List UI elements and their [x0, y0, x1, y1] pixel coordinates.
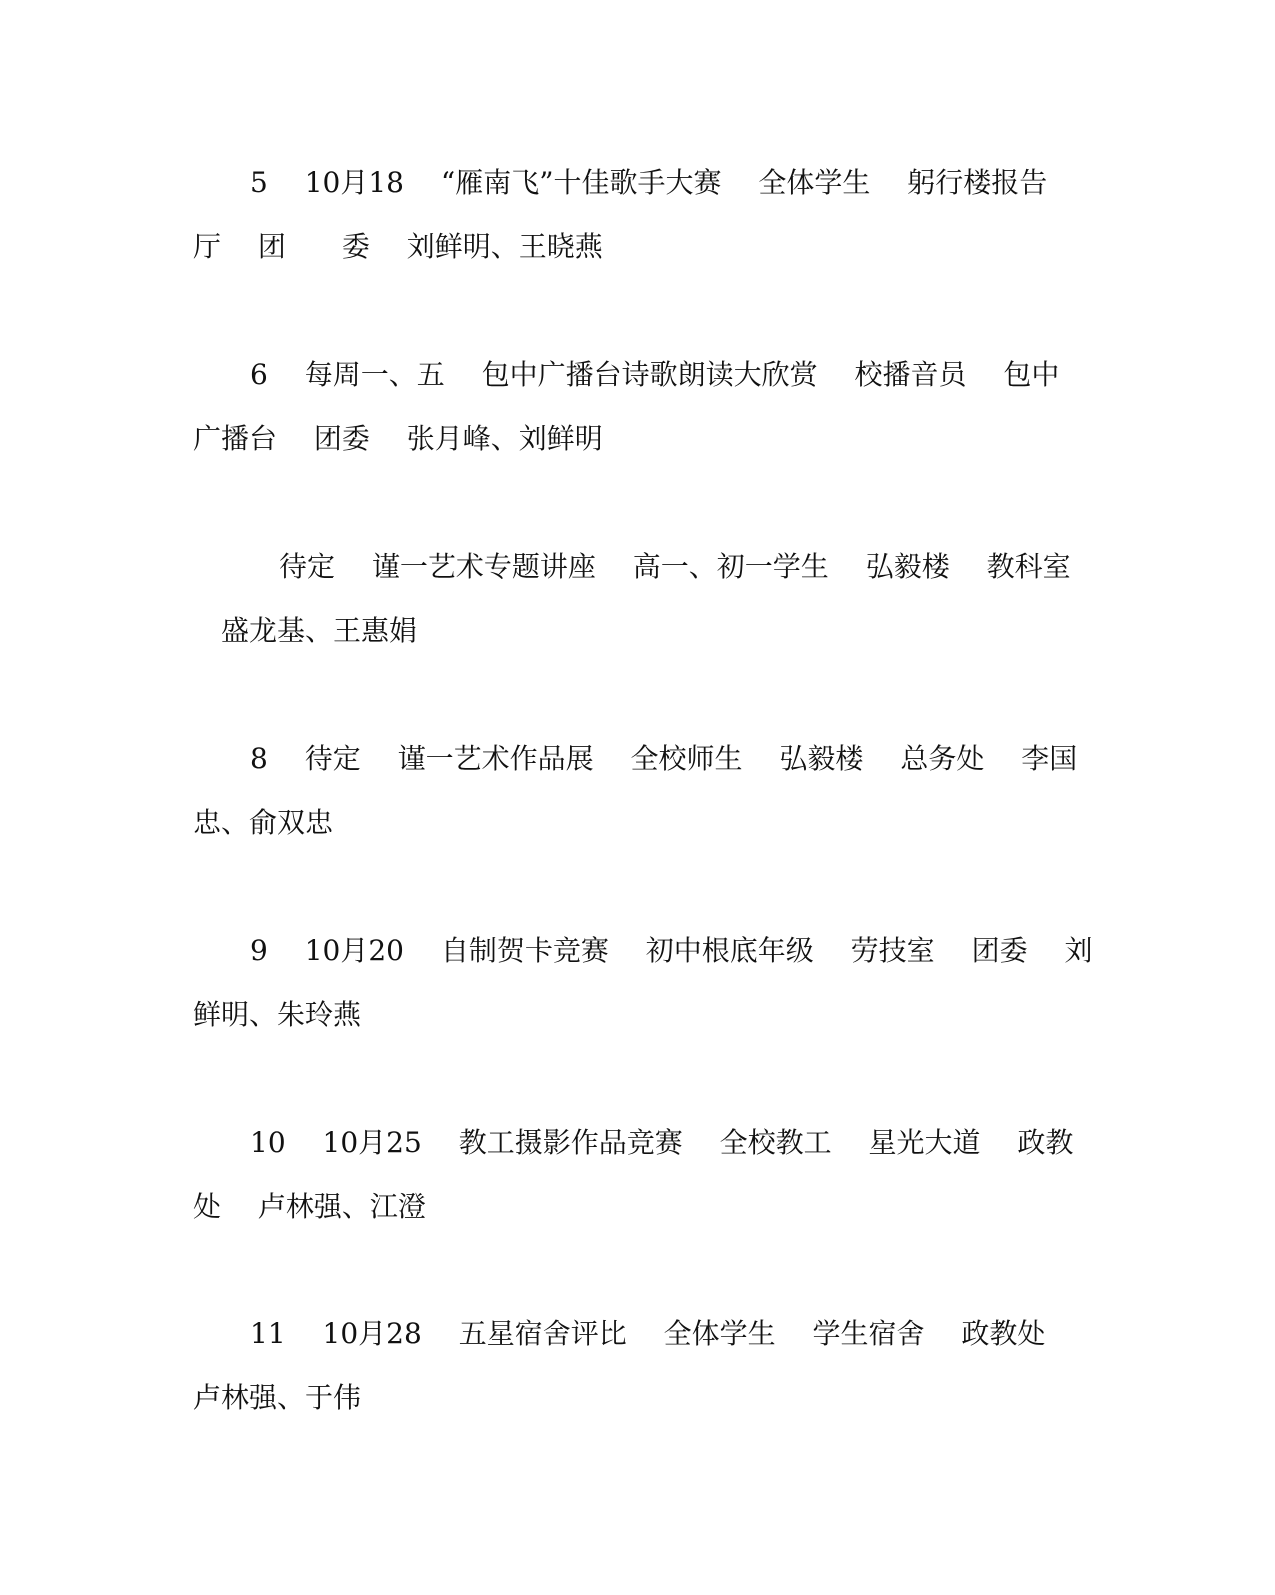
entry-line-1: 5 10月18 “雁南飞”十佳歌手大赛 全体学生 躬行楼报告	[250, 166, 1048, 199]
schedule-entry-6	[193, 357, 1063, 457]
entry-line-1: 8 待定 谨一艺术作品展 全校师生 弘毅楼 总务处 李国	[250, 742, 1078, 775]
entry-line-2: 盛龙基、王惠娟	[221, 614, 418, 647]
entry-line-1: 11 10月28 五星宿舍评比 全体学生 学生宿舍 政教处	[250, 1317, 1046, 1350]
entry-line-2: 忠、俞双忠	[193, 806, 334, 839]
entry-line-2: 处 卢林强、江澄	[193, 1190, 426, 1223]
schedule-entry-11	[193, 1316, 1063, 1416]
schedule-entry-10	[193, 1125, 1074, 1225]
schedule-entry-8	[193, 741, 1078, 841]
entry-line-2: 广播台 团委 张月峰、刘鲜明	[193, 422, 603, 455]
entry-line-1: 9 10月20 自制贺卡竞赛 初中根底年级 劳技室 团委 刘	[250, 934, 1093, 967]
schedule-entry-9	[193, 933, 1093, 1033]
entry-line-1: 10 10月25 教工摄影作品竞赛 全校教工 星光大道 政教	[250, 1126, 1074, 1159]
schedule-entry-7	[193, 549, 1071, 649]
schedule-entry-5	[193, 165, 1063, 265]
entry-line-2: 厅 团 委 刘鲜明、王晓燕	[193, 230, 603, 263]
entry-line-1: 6 每周一、五 包中广播台诗歌朗读大欣赏 校播音员 包中	[250, 358, 1060, 391]
entry-line-2: 卢林强、于伟	[193, 1381, 362, 1414]
entry-line-2: 鲜明、朱玲燕	[193, 998, 362, 1031]
entry-line-1: 待定 谨一艺术专题讲座 高一、初一学生 弘毅楼 教科室	[279, 550, 1071, 583]
